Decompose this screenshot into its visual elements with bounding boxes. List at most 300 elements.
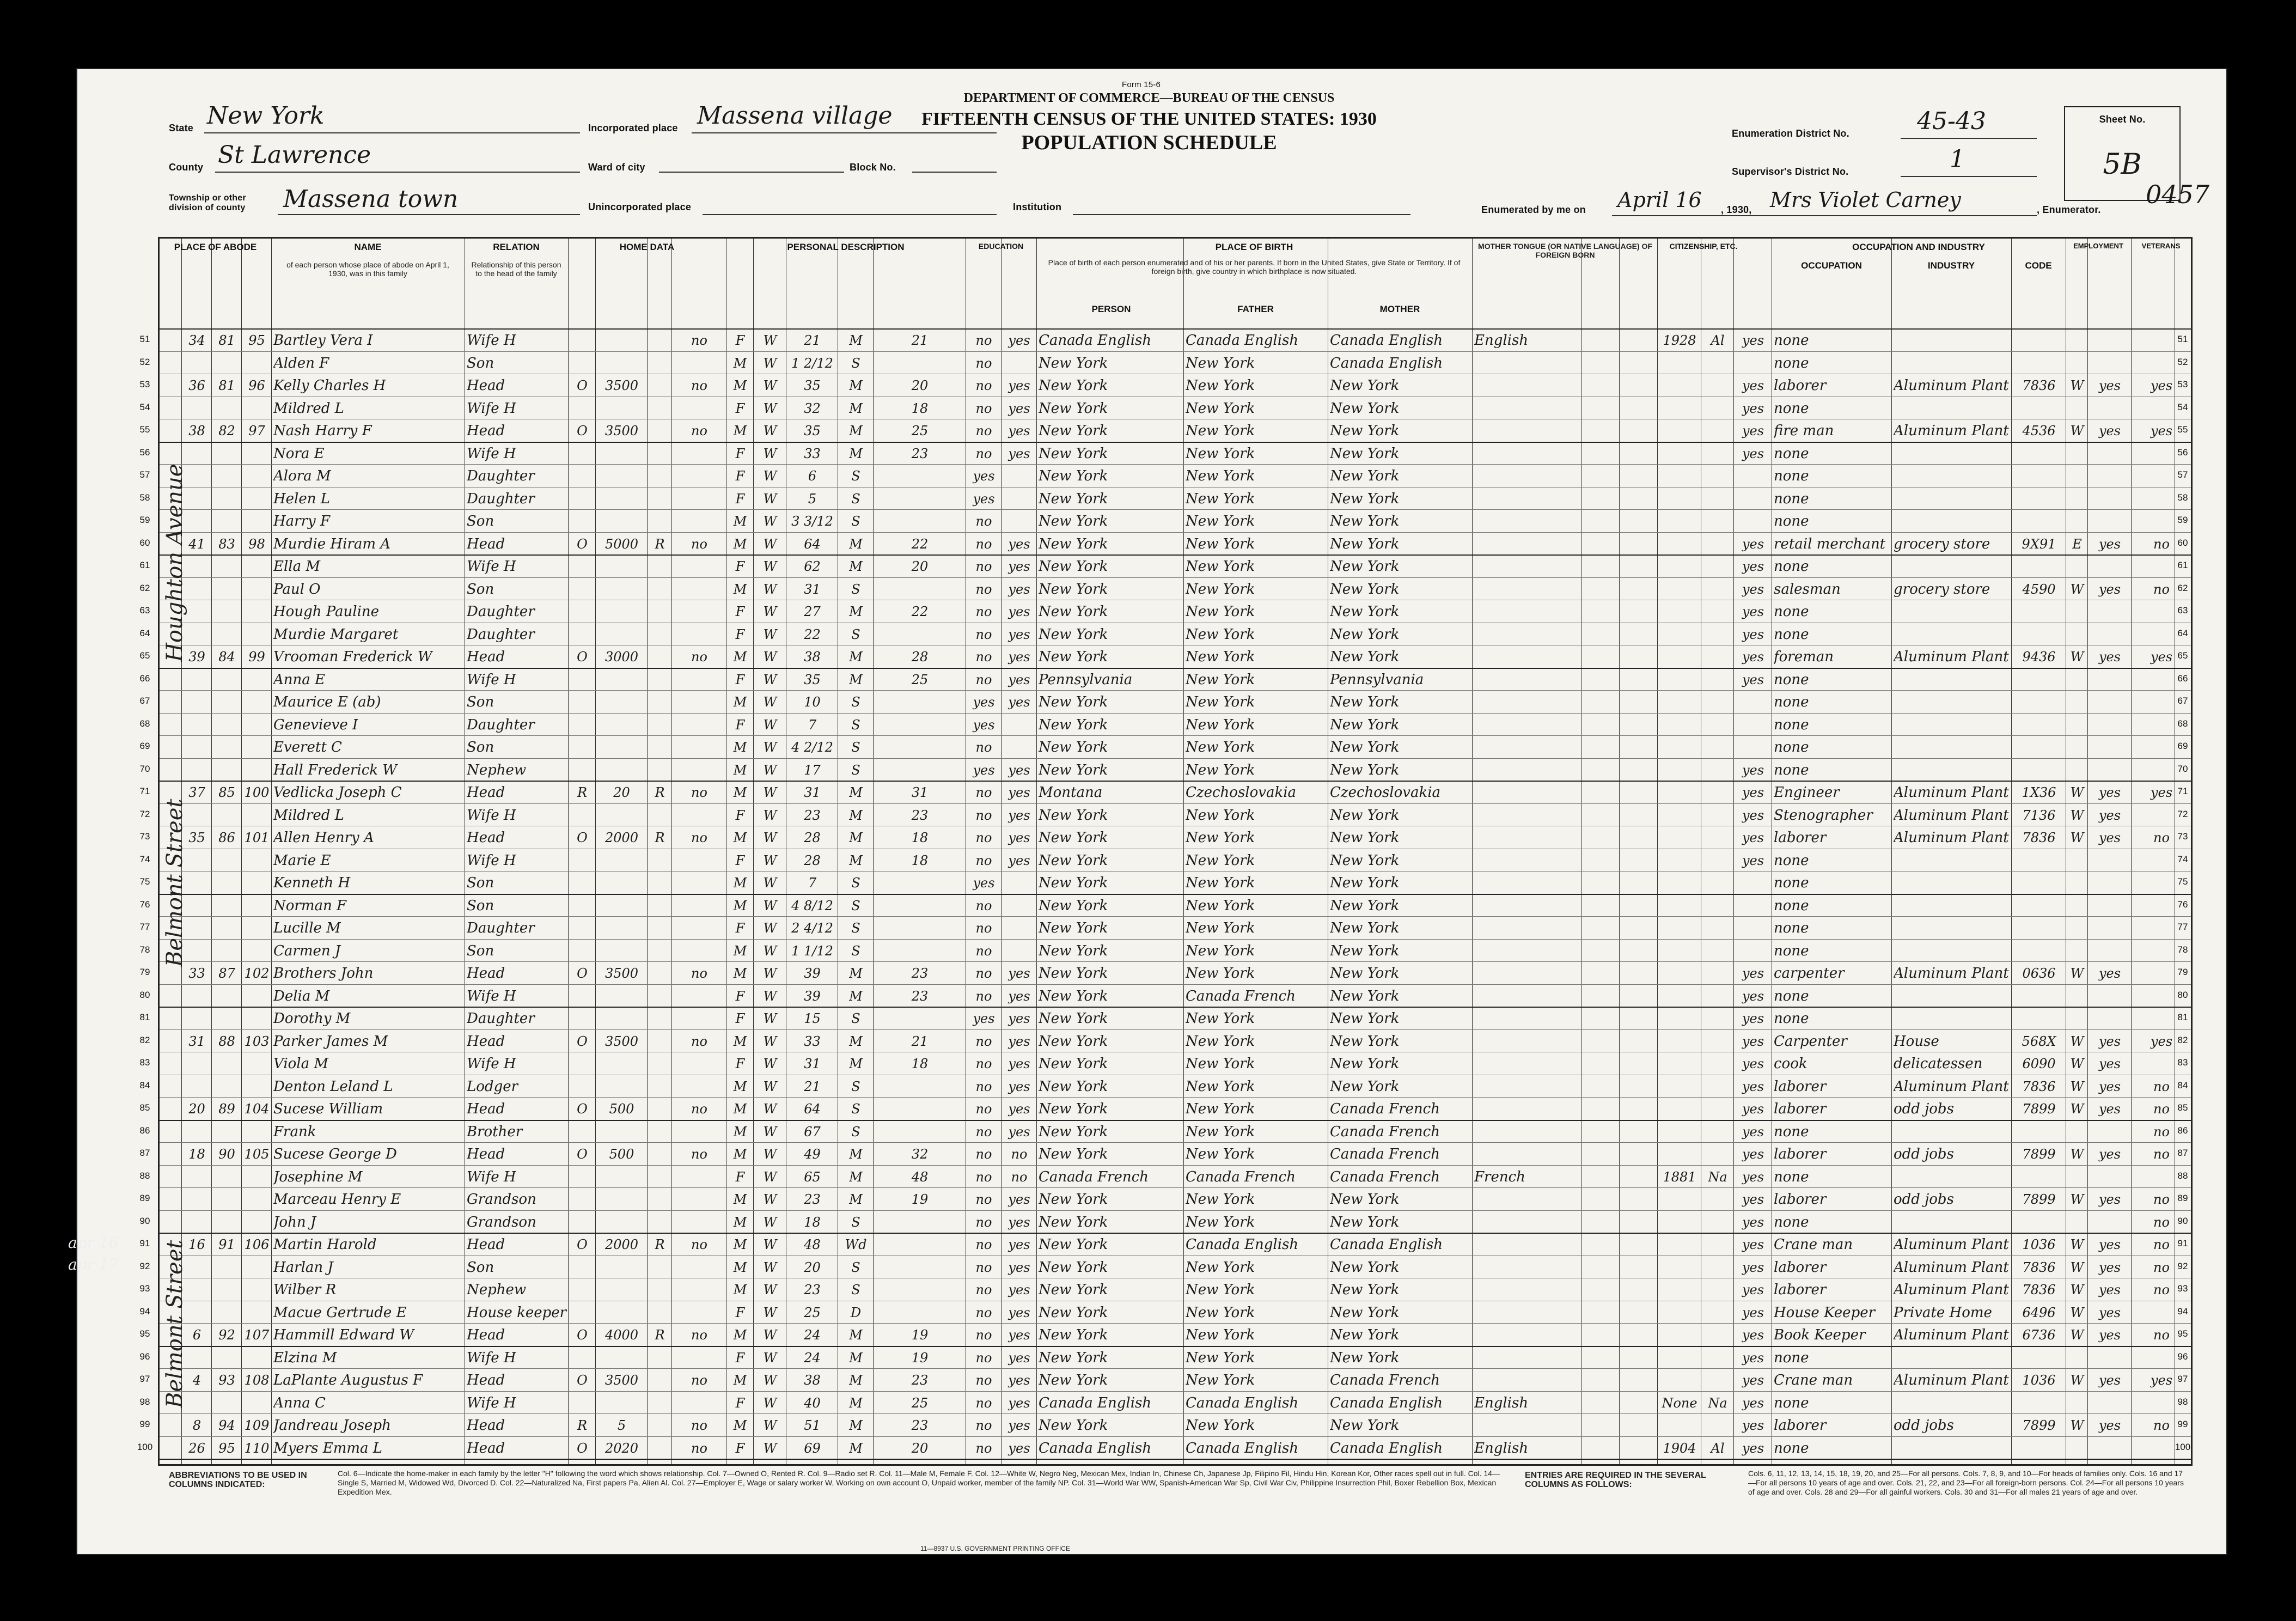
cell-rd (1003, 717, 1035, 733)
cell-cw: W (2070, 1192, 2084, 1207)
cell-ms: S (851, 514, 860, 529)
cell-cw: W (2070, 1078, 2084, 1094)
table-row (139, 1075, 2191, 1098)
county-value: St Lawrence (218, 141, 371, 169)
cell-rel: Wife H (467, 852, 516, 868)
cell-bp: Pennsylvania (1039, 672, 1133, 687)
cell-occ: none (1774, 762, 1809, 778)
cell-fno: 105 (244, 1147, 270, 1162)
cell-age: 21 (804, 333, 821, 348)
cell-eng: yes (1742, 1282, 1764, 1297)
cell-nat (1703, 921, 1732, 936)
cell-val (597, 763, 646, 778)
cell-eng: yes (1742, 1169, 1764, 1185)
cell-eng: yes (1742, 1395, 1764, 1411)
cell-radio (649, 1192, 670, 1207)
cell-agm (875, 582, 964, 597)
cell-fno (243, 898, 270, 913)
cell-ms: M (849, 807, 863, 823)
cell-ind (1894, 604, 2010, 619)
hdr-place-of-abode: PLACE OF ABODE (174, 242, 257, 252)
cell-nat (1703, 717, 1732, 733)
cell-bp: New York (1039, 1056, 1108, 1071)
cell-code (2013, 989, 2065, 1004)
cell-val (597, 694, 646, 710)
cell-ind: grocery store (1894, 536, 1990, 552)
cell-eng: yes (1742, 1305, 1764, 1320)
cell-cw: W (2070, 830, 2084, 845)
cell-sch: no (975, 1124, 992, 1139)
cell-own (570, 401, 594, 416)
enumerated-date: April 16 (1617, 188, 1702, 212)
cell-rd: yes (1008, 1237, 1030, 1252)
cell-race: W (763, 762, 777, 778)
cell-fbp: New York (1186, 378, 1255, 393)
cell-occ: none (1774, 491, 1809, 507)
cell-mbp: Canada English (1330, 333, 1443, 348)
cell-fam (213, 356, 240, 371)
cell-cw (2068, 740, 2086, 755)
incorporated-value: Massena village (697, 102, 893, 130)
cell-vet: no (2153, 1259, 2170, 1275)
cell-rd: yes (1008, 988, 1030, 1004)
cell-agm: 18 (911, 852, 929, 868)
cell-eng: yes (1742, 1373, 1764, 1388)
cell-val (597, 853, 646, 868)
cell-eng: yes (1742, 400, 1764, 416)
cell-fam (213, 401, 240, 416)
cell-code (2013, 921, 2065, 936)
cell-yr (1659, 1192, 1700, 1207)
cell-sch: no (975, 852, 992, 868)
cell-agm: 18 (911, 830, 929, 845)
cell-vet (2133, 468, 2190, 484)
cell-rel: Head (467, 1033, 505, 1049)
cell-sex: F (735, 852, 745, 868)
row-number-right: 94 (2177, 1306, 2188, 1317)
cell-rel: Wife H (467, 672, 516, 687)
cell-tongue (1474, 763, 1580, 778)
cell-cw: W (2070, 1418, 2084, 1433)
cell-occ: none (1774, 1124, 1809, 1139)
cell-bp: New York (1039, 446, 1108, 461)
cell-age: 18 (804, 1214, 821, 1230)
cell-rel: Head (467, 378, 505, 393)
hdr-mother: MOTHER (1379, 304, 1420, 314)
cell-cw: E (2072, 536, 2082, 552)
cell-nat (1703, 1373, 1732, 1388)
cell-rd: yes (1008, 604, 1030, 619)
cell-dw (184, 763, 210, 778)
cell-yr (1659, 1350, 1700, 1366)
cell-vet (2133, 514, 2190, 529)
cell-occ: laborer (1774, 1078, 1827, 1094)
cell-yr (1659, 378, 1700, 393)
cell-age: 1 1/12 (791, 943, 833, 959)
cell-yr (1659, 423, 1700, 438)
row-number-left: 98 (139, 1396, 150, 1407)
cell-eng: yes (1742, 423, 1764, 438)
cell-yr (1659, 1327, 1700, 1343)
street-note-3: Belmont Street (162, 1240, 187, 1408)
cell-vet: yes (2150, 378, 2173, 393)
cell-mbp: New York (1330, 604, 1400, 619)
cell-farm (674, 1305, 725, 1320)
cell-val (597, 356, 646, 371)
cell-radio (649, 468, 670, 484)
cell-val (597, 1079, 646, 1094)
cell-val (597, 627, 646, 642)
cell-race: W (763, 1033, 777, 1049)
cell-race: W (763, 1350, 777, 1366)
cell-bp: New York (1039, 943, 1108, 959)
cell-sch: no (975, 807, 992, 823)
cell-vet: yes (2150, 785, 2173, 800)
cell-vet (2133, 1056, 2190, 1071)
cell-name: Marceau Henry E (273, 1192, 401, 1207)
cell-val: 20 (613, 785, 630, 800)
sheet-value: 5B (2103, 148, 2142, 181)
cell-rd: yes (1008, 1078, 1030, 1094)
cell-own (570, 1169, 594, 1185)
cell-fbp: New York (1186, 559, 1255, 574)
cell-agm: 25 (911, 423, 929, 438)
cell-cw (2068, 672, 2086, 687)
cell-work: yes (2098, 536, 2121, 552)
cell-age: 40 (804, 1395, 821, 1411)
cell-race: W (763, 626, 777, 642)
cell-occ: Crane man (1774, 1237, 1853, 1252)
cell-ind: odd jobs (1894, 1147, 1954, 1162)
cell-fno: 109 (244, 1418, 270, 1433)
cell-rd: yes (1008, 446, 1030, 461)
cell-rel: Head (467, 649, 505, 665)
cell-rel: Son (467, 1259, 494, 1275)
cell-code (2013, 491, 2065, 507)
cell-ind: odd jobs (1894, 1101, 1954, 1117)
cell-tongue (1474, 1327, 1580, 1343)
cell-bp: New York (1039, 1418, 1108, 1433)
cell-tongue (1474, 1260, 1580, 1275)
cell-own (570, 1305, 594, 1320)
cell-work (2090, 559, 2130, 574)
cell-yr: 1928 (1663, 333, 1696, 348)
cell-dw (184, 1124, 210, 1139)
cell-work: yes (2098, 1305, 2121, 1320)
cell-eng (1736, 694, 1770, 710)
cell-fam (213, 1011, 240, 1026)
cell-nat (1703, 1327, 1732, 1343)
cell-radio (649, 921, 670, 936)
cell-rel: Head (467, 1373, 505, 1388)
cell-own (570, 898, 594, 913)
cell-occ: none (1774, 1214, 1809, 1230)
cell-cw (2068, 898, 2086, 913)
cell-ind: Aluminum Plant (1894, 423, 2009, 438)
cell-name: Genevieve I (273, 717, 358, 733)
table-row (139, 419, 2191, 442)
cell-dw (184, 604, 210, 619)
cell-mbp: New York (1330, 717, 1400, 733)
cell-mbp: New York (1330, 581, 1400, 597)
row-number-left: 94 (139, 1306, 150, 1317)
cell-cw (2068, 989, 2086, 1004)
cell-fbp: New York (1186, 672, 1255, 687)
cell-yr (1659, 1305, 1700, 1320)
cell-agm: 25 (911, 1395, 929, 1411)
cell-val (597, 1011, 646, 1026)
cell-code: 0636 (2022, 966, 2056, 981)
cell-sex: M (733, 1282, 747, 1297)
cell-name: Murdie Margaret (273, 626, 399, 642)
cell-radio (649, 672, 670, 687)
cell-agm (875, 1282, 964, 1297)
cell-rel: Wife H (467, 333, 516, 348)
cell-race: W (763, 1373, 777, 1388)
cell-fam: 82 (218, 423, 235, 438)
cell-fno: 96 (248, 378, 265, 393)
cell-name: Kelly Charles H (273, 378, 386, 393)
cell-rd: yes (1008, 1327, 1030, 1343)
cell-work: yes (2098, 423, 2121, 438)
cell-code (2013, 446, 2065, 461)
cell-radio (649, 401, 670, 416)
cell-eng (1736, 921, 1770, 936)
cell-sch: yes (973, 491, 995, 507)
cell-dw: 26 (188, 1440, 205, 1456)
row-number-right: 96 (2177, 1351, 2188, 1362)
cell-sex: M (733, 943, 747, 959)
cell-farm (674, 943, 725, 959)
cell-bp: New York (1039, 875, 1108, 891)
cell-own (570, 740, 594, 755)
cell-radio (649, 514, 670, 529)
cell-fam (213, 604, 240, 619)
cell-fbp: New York (1186, 355, 1255, 371)
cell-farm (674, 1395, 725, 1411)
row-number-right: 74 (2177, 854, 2188, 864)
table-row (139, 1391, 2191, 1414)
cell-age: 32 (804, 400, 821, 416)
cell-work (2090, 898, 2130, 913)
cell-radio (649, 627, 670, 642)
cell-rel: Wife H (467, 559, 516, 574)
cell-work (2090, 514, 2130, 529)
cell-tongue (1474, 378, 1580, 393)
cell-mbp: New York (1330, 491, 1400, 507)
cell-tongue (1474, 694, 1580, 710)
cell-fno: 106 (244, 1237, 270, 1252)
cell-cw (2068, 717, 2086, 733)
cell-radio (649, 1124, 670, 1139)
cell-cw (2068, 853, 2086, 868)
cell-race: W (763, 333, 777, 348)
cell-rel: Head (467, 1237, 505, 1252)
cell-ind: Private Home (1894, 1305, 1992, 1320)
population-table (137, 237, 2193, 1466)
cell-ms: M (849, 649, 863, 665)
cell-sex: M (733, 966, 747, 981)
cell-occ: none (1774, 1011, 1809, 1026)
cell-ind (1894, 1169, 2010, 1185)
cell-eng: yes (1742, 1011, 1764, 1026)
cell-fbp: Czechoslovakia (1186, 785, 1297, 800)
cell-occ: none (1774, 943, 1809, 959)
cell-age: 17 (804, 762, 821, 778)
cell-nat (1703, 694, 1732, 710)
hdr-mother-tongue: MOTHER TONGUE (OR NATIVE LANGUAGE) OF FOREIGN BORN (1478, 242, 1652, 259)
cell-fam: 92 (218, 1327, 235, 1343)
cell-dw: 18 (188, 1147, 205, 1162)
cell-nat (1703, 943, 1732, 959)
cell-rel: Son (467, 898, 494, 913)
cell-sex: M (733, 423, 747, 438)
cell-sex: F (735, 333, 745, 348)
cell-code (2013, 356, 2065, 371)
cell-mbp: New York (1330, 921, 1400, 936)
cell-fam (213, 989, 240, 1004)
cell-fbp: Canada French (1186, 988, 1296, 1004)
cell-fno: 108 (244, 1373, 270, 1388)
cell-cw: W (2070, 1305, 2084, 1320)
cell-tongue (1474, 1056, 1580, 1071)
cell-dw (184, 1215, 210, 1230)
cell-rel: Head (467, 1147, 505, 1162)
cell-own (570, 763, 594, 778)
cell-fno (243, 604, 270, 619)
cell-rel: Head (467, 1418, 505, 1433)
cell-ms: S (851, 717, 860, 733)
cell-st (162, 446, 180, 461)
cell-occ: laborer (1774, 1418, 1827, 1433)
hdr-veterans: VETERANS (2141, 242, 2181, 250)
cell-rd (1003, 740, 1035, 755)
cell-fbp: New York (1186, 626, 1255, 642)
cell-tongue (1474, 604, 1580, 619)
cell-name: Vedlicka Joseph C (273, 785, 402, 800)
row-number-left: 87 (139, 1148, 150, 1158)
cell-mbp: New York (1330, 966, 1400, 981)
cell-farm (674, 898, 725, 913)
cell-bp: New York (1039, 491, 1108, 507)
cell-sex: M (733, 1078, 747, 1094)
cell-fno (243, 672, 270, 687)
cell-st (162, 717, 180, 733)
cell-nat (1703, 378, 1732, 393)
cell-rel: Head (467, 1101, 505, 1117)
cell-tongue (1474, 966, 1580, 981)
cell-age: 62 (804, 559, 821, 574)
cell-name: Mildred L (273, 400, 344, 416)
cell-st (162, 1034, 180, 1049)
cell-race: W (763, 1305, 777, 1320)
cell-cw (2068, 333, 2086, 348)
cell-age: 1 2/12 (791, 355, 833, 371)
cell-yr (1659, 1101, 1700, 1117)
cell-cw (2068, 1169, 2086, 1185)
cell-work (2090, 1395, 2130, 1411)
cell-nat (1703, 491, 1732, 507)
cell-eng: yes (1742, 1440, 1764, 1456)
cell-rd (1003, 898, 1035, 913)
cell-rd: yes (1008, 807, 1030, 823)
cell-eng (1736, 491, 1770, 507)
cell-race: W (763, 740, 777, 755)
cell-radio (649, 1079, 670, 1094)
cell-sch: yes (973, 1011, 995, 1026)
cell-dw (184, 582, 210, 597)
hdr-relation-desc: Relationship of this person to the head of the family (471, 260, 561, 278)
cell-fbp: New York (1186, 921, 1255, 936)
hdr-code: CODE (2025, 260, 2052, 271)
cell-fam: 86 (218, 830, 235, 845)
stamp-number: 0457 (2146, 180, 2210, 209)
cell-eng: yes (1742, 762, 1764, 778)
cell-own: O (577, 1147, 588, 1162)
cell-code (2013, 604, 2065, 619)
cell-nat (1703, 1147, 1732, 1162)
cell-fno: 107 (244, 1327, 270, 1343)
cell-code: 9436 (2022, 649, 2056, 665)
cell-bp: New York (1039, 378, 1108, 393)
cell-fam (213, 943, 240, 959)
cell-rd: no (1011, 1169, 1028, 1185)
cell-rd: yes (1008, 1192, 1030, 1207)
schedule-title: POPULATION SCHEDULE (1021, 131, 1277, 154)
cell-work (2090, 875, 2130, 891)
cell-age: 48 (804, 1237, 821, 1252)
cell-yr (1659, 785, 1700, 800)
cell-fbp: New York (1186, 966, 1255, 981)
cell-occ: Engineer (1774, 785, 1840, 800)
cell-val (597, 446, 646, 461)
cell-mbp: New York (1330, 875, 1400, 891)
cell-radio: R (655, 1237, 665, 1252)
cell-code: 7899 (2022, 1147, 2056, 1162)
cell-bp: Canada French (1039, 1169, 1149, 1185)
cell-code (2013, 1441, 2065, 1456)
cell-yr (1659, 1034, 1700, 1049)
cell-occ: none (1774, 355, 1809, 371)
enumerator-suffix: , Enumerator. (2037, 204, 2101, 215)
cell-agm: 18 (911, 1056, 929, 1071)
cell-race: W (763, 355, 777, 371)
cell-ind (1894, 898, 2010, 913)
cell-work: yes (2098, 1259, 2121, 1275)
cell-sch: no (975, 966, 992, 981)
cell-fbp: New York (1186, 1101, 1255, 1117)
cell-yr (1659, 627, 1700, 642)
cell-sch: no (975, 1192, 992, 1207)
county-label: County (169, 162, 204, 173)
cell-nat (1703, 989, 1732, 1004)
cell-bp: New York (1039, 898, 1108, 913)
cell-ms: S (851, 491, 860, 507)
cell-age: 51 (804, 1418, 821, 1433)
cell-vet (2133, 333, 2190, 348)
cell-ms: S (851, 626, 860, 642)
row-number-right: 98 (2177, 1396, 2188, 1407)
cell-sch: yes (973, 762, 995, 778)
cell-eng: yes (1742, 1350, 1764, 1366)
cell-sch: no (975, 1237, 992, 1252)
cell-race: W (763, 672, 777, 687)
cell-fno (243, 740, 270, 755)
cell-tongue (1474, 853, 1580, 868)
cell-agm (875, 1124, 964, 1139)
cell-sex: M (733, 536, 747, 552)
cell-own (570, 672, 594, 687)
